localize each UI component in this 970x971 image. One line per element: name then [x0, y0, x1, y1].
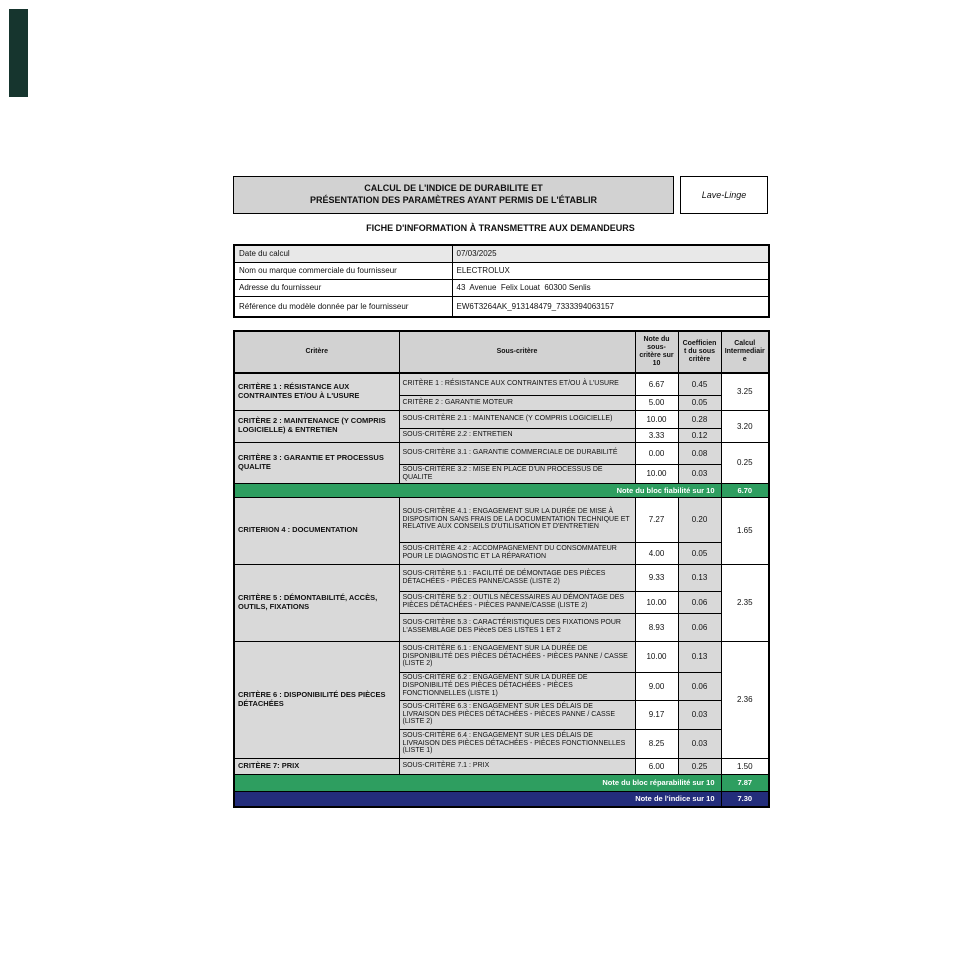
doc-title: [233, 176, 674, 214]
calc-value: 2.36: [721, 641, 769, 758]
coefficient-value: 0.05: [678, 395, 721, 410]
table-row: [234, 641, 769, 672]
info-value: ELECTROLUX: [452, 262, 769, 279]
durability-sheet: [233, 176, 768, 808]
doc-title-line2: PRÉSENTATION DES PARAMÈTRES AYANT PERMIS DE L'ÉTABLIR: [309, 195, 597, 205]
band-indice: [234, 791, 769, 807]
note-value: 10.00: [635, 591, 678, 613]
sub-criterion-label: SOUS-CRITÈRE 4.2 : ACCOMPAGNEMENT DU CONSOMMATEUR POUR LE DIAGNOSTIC ET LA RÉPARATION: [399, 542, 635, 564]
info-row: [234, 245, 769, 262]
sub-criterion-label: SOUS-CRITÈRE 5.1 : FACILITÉ DE DÉMONTAGE DES PIÈCES DÉTACHÉES - PIÈCES PANNE/CASSE (LISTE 2): [399, 564, 635, 591]
note-value: 8.25: [635, 729, 678, 758]
calc-value: 2.35: [721, 564, 769, 641]
info-row: [234, 296, 769, 317]
note-value: 10.00: [635, 464, 678, 483]
band-value: 7.87: [721, 774, 769, 791]
band-value: 7.30: [721, 791, 769, 807]
note-value: 3.33: [635, 428, 678, 442]
note-value: 6.00: [635, 758, 678, 774]
table-header-row: [234, 331, 769, 373]
sub-criterion-label: CRITÈRE 1 : RÉSISTANCE AUX CONTRAINTES ET/OU À L'USURE: [399, 373, 635, 395]
header-critere: Critère: [234, 331, 399, 373]
product-type-label: Lave-Linge: [701, 190, 747, 200]
scan-artifact-bar: [9, 9, 28, 97]
calc-value: 1.50: [721, 758, 769, 774]
info-label: Nom ou marque commerciale du fournisseur: [234, 262, 452, 279]
sub-criterion-label: SOUS-CRITÈRE 6.2 : ENGAGEMENT SUR LA DURÉE DE DISPONIBILITÉ DES PIÈCES DÉTACHÉES - PIÈCES FONCTIONNELLES (LISTE 1): [399, 672, 635, 700]
criterion-group-label: CRITÈRE 2 : MAINTENANCE (Y COMPRIS LOGICIELLE) & ENTRETIEN: [234, 410, 399, 442]
sub-criterion-label: SOUS-CRITÈRE 6.3 : ENGAGEMENT SUR LES DÉLAIS DE LIVRAISON DES PIÈCES DÉTACHÉES - PIÈCES PANNE / CASSE (LISTE 2): [399, 700, 635, 729]
sub-criterion-label: SOUS-CRITÈRE 3.2 : MISE EN PLACE D'UN PROCESSUS DE QUALITE: [399, 464, 635, 483]
table-row: [234, 410, 769, 428]
criterion-group-label: CRITÈRE 3 : GARANTIE ET PROCESSUS QUALITE: [234, 442, 399, 483]
note-value: 10.00: [635, 641, 678, 672]
coefficient-value: 0.13: [678, 564, 721, 591]
band-value: 6.70: [721, 483, 769, 497]
note-value: 6.67: [635, 373, 678, 395]
criterion-group-label: CRITÈRE 1 : RÉSISTANCE AUX CONTRAINTES ET/OU À L'USURE: [234, 373, 399, 410]
info-value: 07/03/2025: [452, 245, 769, 262]
doc-subtitle: FICHE D'INFORMATION À TRANSMETTRE AUX DEMANDEURS: [366, 223, 635, 233]
band-fiabilite: [234, 483, 769, 497]
note-value: 9.17: [635, 700, 678, 729]
sub-criterion-label: SOUS-CRITÈRE 4.1 : ENGAGEMENT SUR LA DURÉE DE MISE À DISPOSITION SANS FRAIS DE LA DOCUMENTATION TECHNIQUE ET RELATIVE AUX CONSEILS D'UTILISATION ET D'ENTRETIEN: [399, 497, 635, 542]
calc-value: 3.20: [721, 410, 769, 442]
sub-criterion-label: SOUS-CRITÈRE 5.2 : OUTILS NÉCESSAIRES AU DÉMONTAGE DES PIÈCES DÉTACHÉES - PIÈCES PANNE/CASSE (LISTE 2): [399, 591, 635, 613]
header-coefficient: Coefficient du sous critère: [678, 331, 721, 373]
coefficient-value: 0.03: [678, 700, 721, 729]
sub-criterion-label: SOUS-CRITÈRE 5.3 : CARACTÉRISTIQUES DES FIXATIONS POUR L'ASSEMBLAGE DES PièceS DES LISTES 1 ET 2: [399, 613, 635, 641]
calc-value: 1.65: [721, 497, 769, 564]
table-row: [234, 497, 769, 542]
band-reparabilite: [234, 774, 769, 791]
info-label: Référence du modèle donnée par le fournisseur: [234, 296, 452, 317]
coefficient-value: 0.06: [678, 613, 721, 641]
table-row: [234, 373, 769, 395]
band-label: Note du bloc réparabilité sur 10: [234, 774, 721, 791]
note-value: 9.00: [635, 672, 678, 700]
info-label: Date du calcul: [234, 245, 452, 262]
header-calcul: Calcul Intermediaire: [721, 331, 769, 373]
table-row: [234, 758, 769, 774]
sub-criterion-label: CRITÈRE 2 : GARANTIE MOTEUR: [399, 395, 635, 410]
note-value: 9.33: [635, 564, 678, 591]
table-row: [234, 442, 769, 464]
sub-criterion-label: SOUS-CRITÈRE 6.1 : ENGAGEMENT SUR LA DURÉE DE DISPONIBILITÉ DES PIÈCES DÉTACHÉES - PIÈCES PANNE / CASSE (LISTE 2): [399, 641, 635, 672]
criterion-group-label: CRITÈRE 5 : DÉMONTABILITÉ, ACCÈS, OUTILS, FIXATIONS: [234, 564, 399, 641]
note-value: 8.93: [635, 613, 678, 641]
criterion-group-label: CRITERION 4 : DOCUMENTATION: [234, 497, 399, 564]
note-value: 4.00: [635, 542, 678, 564]
doc-title-line1: CALCUL DE L'INDICE DE DURABILITE ET: [364, 183, 543, 194]
note-value: 5.00: [635, 395, 678, 410]
coefficient-value: 0.12: [678, 428, 721, 442]
info-value: 43 Avenue Felix Louat 60300 Senlis: [452, 279, 769, 296]
sub-criterion-label: SOUS-CRITÈRE 7.1 : PRIX: [399, 758, 635, 774]
coefficient-value: 0.28: [678, 410, 721, 428]
coefficient-value: 0.03: [678, 464, 721, 483]
info-row: [234, 262, 769, 279]
coefficient-value: 0.03: [678, 729, 721, 758]
note-value: 10.00: [635, 410, 678, 428]
calc-value: 3.25: [721, 373, 769, 410]
coefficient-value: 0.20: [678, 497, 721, 542]
doc-header: [233, 176, 768, 214]
info-table: [233, 244, 770, 318]
coefficient-value: 0.06: [678, 591, 721, 613]
header-note: Note du sous-critère sur 10: [635, 331, 678, 373]
product-type-box: [680, 176, 768, 214]
table-row: [234, 564, 769, 591]
band-label: Note de l'indice sur 10: [234, 791, 721, 807]
sub-criterion-label: SOUS-CRITÈRE 3.1 : GARANTIE COMMERCIALE DE DURABILITÉ: [399, 442, 635, 464]
band-label: Note du bloc fiabilité sur 10: [234, 483, 721, 497]
criterion-group-label: CRITÈRE 7: PRIX: [234, 758, 399, 774]
note-value: 7.27: [635, 497, 678, 542]
info-value: EW6T3264AK_913148479_7333394063157: [452, 296, 769, 317]
sub-criterion-label: SOUS-CRITÈRE 2.1 : MAINTENANCE (Y COMPRIS LOGICIELLE): [399, 410, 635, 428]
header-sous-critere: Sous-critère: [399, 331, 635, 373]
sub-criterion-label: SOUS-CRITÈRE 2.2 : ENTRETIEN: [399, 428, 635, 442]
sub-criterion-label: SOUS-CRITÈRE 6.4 : ENGAGEMENT SUR LES DÉLAIS DE LIVRAISON DES PIÈCES DÉTACHÉES - PIÈCES FONCTIONNELLES (LISTE 1): [399, 729, 635, 758]
coefficient-value: 0.08: [678, 442, 721, 464]
coefficient-value: 0.05: [678, 542, 721, 564]
coefficient-value: 0.06: [678, 672, 721, 700]
calc-value: 0.25: [721, 442, 769, 483]
criteria-table: [233, 330, 770, 808]
coefficient-value: 0.25: [678, 758, 721, 774]
coefficient-value: 0.13: [678, 641, 721, 672]
note-value: 0.00: [635, 442, 678, 464]
coefficient-value: 0.45: [678, 373, 721, 395]
info-label: Adresse du fournisseur: [234, 279, 452, 296]
info-row: [234, 279, 769, 296]
criterion-group-label: CRITÈRE 6 : DISPONIBILITÉ DES PIÈCES DÉTACHÉES: [234, 641, 399, 758]
